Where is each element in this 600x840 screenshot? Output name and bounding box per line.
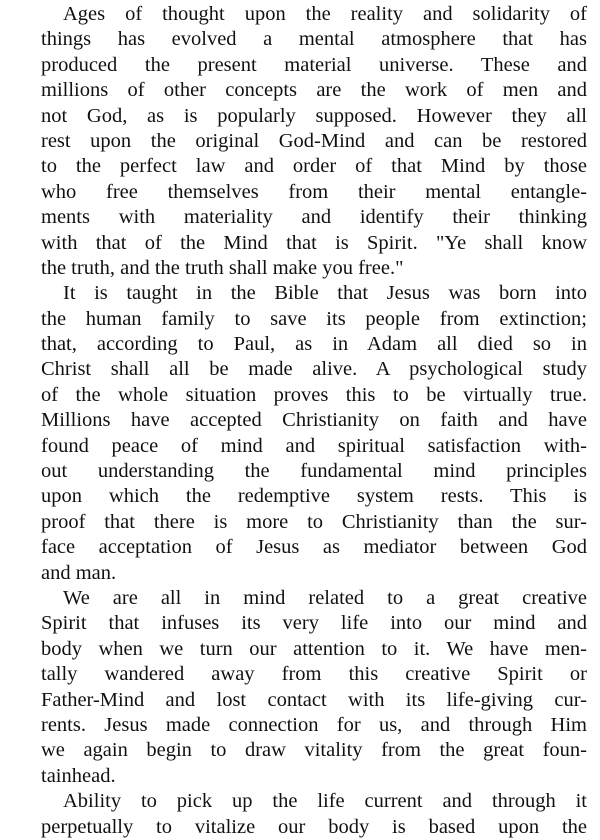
text-line: with that of the Mind that is Spirit. "Ye shall know: [41, 231, 587, 254]
text-line: ments with materiality and identify their thinking: [41, 206, 587, 229]
text-line: body when we turn our attention to it. We have men-: [41, 637, 587, 660]
text-line: tainhead.: [41, 764, 116, 787]
text-line: Christ shall all be made alive. A psychological study: [41, 358, 587, 381]
text-line: It is taught in the Bible that Jesus was born into: [63, 282, 587, 305]
paragraph: [41, 281, 587, 586]
text-line: proof that there is more to Christianity than the sur-: [41, 510, 587, 533]
text-line: Ages of thought upon the reality and solidarity of: [63, 3, 587, 25]
text-line: Spirit that infuses its very life into our mind and: [41, 612, 587, 635]
text-line: to the perfect law and order of that Mind by those: [41, 155, 587, 178]
text-line: of the whole situation proves this to be virtually true.: [41, 383, 587, 406]
text-line: upon which the redemptive system rests. This is: [41, 485, 587, 508]
text-line: and man.: [41, 561, 117, 584]
text-line: found peace of mind and spiritual satisfaction with-: [41, 434, 587, 457]
document-page: [41, 0, 587, 840]
text-line: the truth, and the truth shall make you free.": [41, 256, 404, 279]
text-line: millions of other concepts are the work of men and: [41, 79, 587, 102]
text-line: not God, as is popularly supposed. However they all: [41, 104, 587, 127]
text-line: tally wandered away from this creative Spirit or: [41, 663, 587, 686]
text-line: face acceptation of Jesus as mediator between God: [41, 536, 587, 559]
text-line: rest upon the original God-Mind and can be restored: [41, 129, 587, 152]
text-line: the human family to save its people from extinction;: [41, 307, 587, 330]
paragraph: [41, 586, 587, 789]
text-line: Father-Mind and lost contact with its life-giving cur-: [41, 688, 587, 711]
text-line: we again begin to draw vitality from the great foun-: [41, 739, 587, 762]
text-line: Ability to pick up the life current and through it: [63, 790, 587, 813]
text-line: things has evolved a mental atmosphere that has: [41, 28, 587, 51]
text-line: that, according to Paul, as in Adam all died so in: [41, 333, 587, 356]
text-line: perpetually to vitalize our body is based upon the: [41, 815, 587, 838]
text-line: Millions have accepted Christianity on faith and have: [41, 409, 587, 432]
paragraph: [41, 2, 587, 281]
paragraph: [41, 789, 587, 840]
text-line: produced the present material universe. These and: [41, 53, 587, 76]
text-line: who free themselves from their mental entangle-: [41, 180, 587, 203]
text-line: rents. Jesus made connection for us, and through Him: [41, 713, 587, 736]
text-line: out understanding the fundamental mind principles: [41, 460, 587, 483]
text-line: We are all in mind related to a great creative: [63, 586, 587, 609]
